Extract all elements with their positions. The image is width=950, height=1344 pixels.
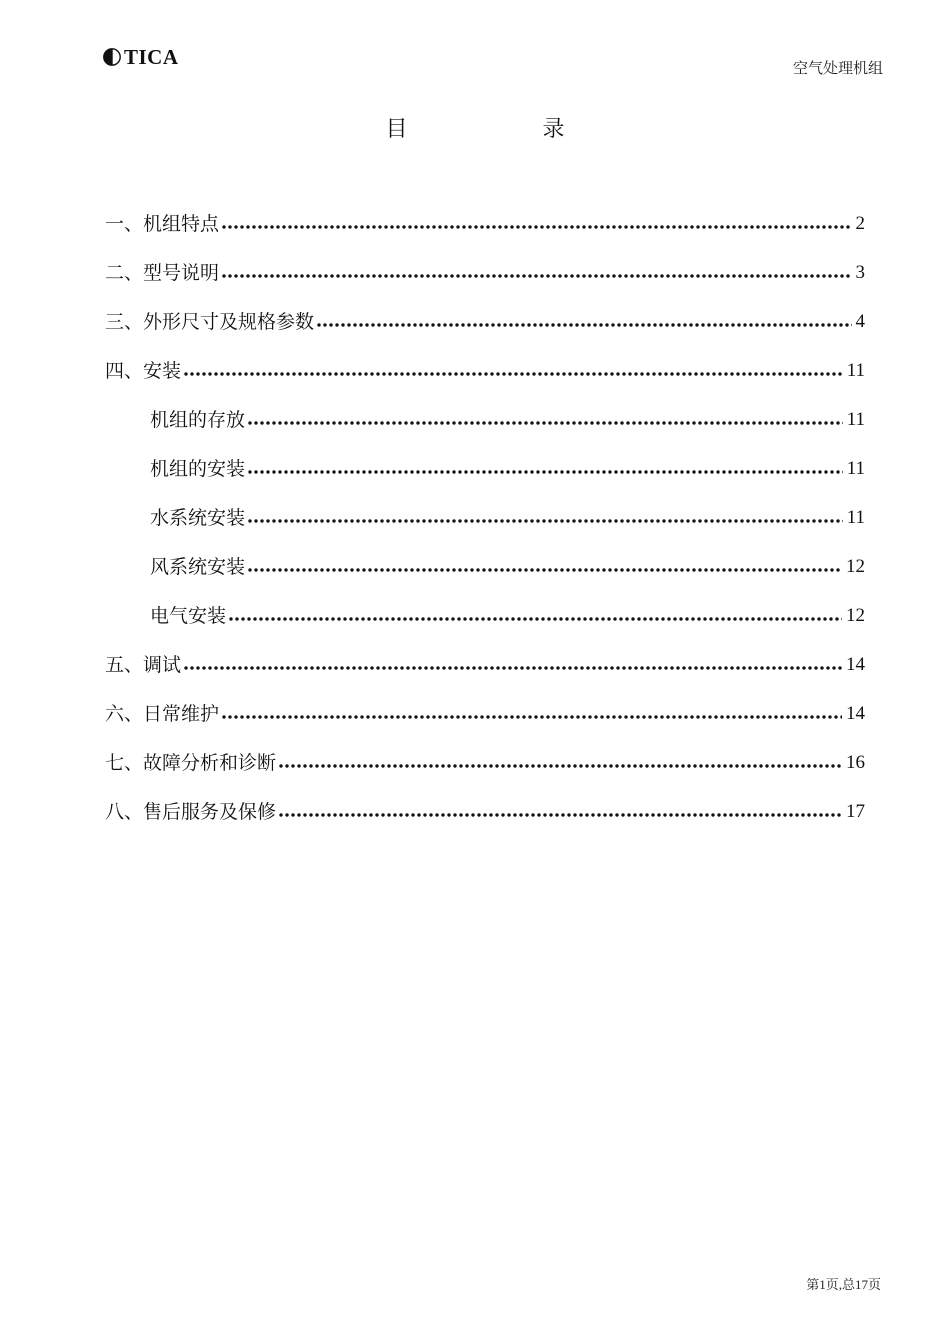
page-footer: 第1页,总17页 <box>806 1277 881 1292</box>
toc-heading <box>0 112 950 143</box>
toc-entry-page: 12 <box>846 556 865 577</box>
toc-entry-page: 14 <box>846 654 865 675</box>
logo-text: TICA <box>124 45 179 69</box>
dot-leader <box>221 225 851 229</box>
toc-entry-label: 机组的安装 <box>150 458 246 480</box>
toc-entry-label: 四、安装 <box>105 360 182 382</box>
toc-entry-label: 水系统安装 <box>150 507 246 529</box>
toc-entry-label: 三、外形尺寸及规格参数 <box>105 311 315 333</box>
document-title: 空气处理机组 <box>792 59 883 77</box>
dot-leader <box>278 813 842 817</box>
toc-entry-page: 14 <box>846 703 865 724</box>
dot-leader <box>247 470 843 474</box>
toc-entry-troubleshooting[interactable] <box>105 727 865 776</box>
toc-entry-label: 一、机组特点 <box>105 213 220 235</box>
toc-entry-page: 11 <box>846 360 865 381</box>
toc-list <box>105 188 865 825</box>
toc-entry-commissioning[interactable] <box>105 629 865 678</box>
toc-entry-page: 3 <box>855 262 865 283</box>
toc-entry-page: 12 <box>846 605 865 626</box>
tica-logo <box>103 46 179 68</box>
toc-entry-storage[interactable] <box>105 384 865 433</box>
dot-leader <box>247 568 842 572</box>
toc-entry-model[interactable] <box>105 237 865 286</box>
dot-leader <box>221 274 851 278</box>
toc-entry-label: 六、日常维护 <box>105 703 220 725</box>
toc-entry-page: 2 <box>855 213 865 234</box>
tica-logo-icon <box>103 48 121 66</box>
toc-entry-label: 二、型号说明 <box>105 262 220 284</box>
toc-entry-unit-installation[interactable] <box>105 433 865 482</box>
toc-entry-air-system[interactable] <box>105 531 865 580</box>
dot-leader <box>183 372 843 376</box>
toc-entry-installation[interactable] <box>105 335 865 384</box>
toc-entry-page: 16 <box>846 752 865 773</box>
toc-entry-label: 八、售后服务及保修 <box>105 801 277 823</box>
toc-entry-label: 七、故障分析和诊断 <box>105 752 277 774</box>
dot-leader <box>316 323 851 327</box>
toc-entry-features[interactable] <box>105 188 865 237</box>
toc-entry-label: 五、调试 <box>105 654 182 676</box>
toc-entry-electrical[interactable] <box>105 580 865 629</box>
toc-entry-maintenance[interactable] <box>105 678 865 727</box>
dot-leader <box>247 421 843 425</box>
toc-entry-page: 4 <box>855 311 865 332</box>
dot-leader <box>247 519 843 523</box>
toc-entry-page: 11 <box>846 507 865 528</box>
toc-heading-right: 录 <box>542 117 565 142</box>
toc-entry-label: 风系统安装 <box>150 556 246 578</box>
dot-leader <box>221 715 842 719</box>
toc-entry-label: 电气安装 <box>150 605 227 627</box>
toc-heading-left: 目 <box>385 117 408 142</box>
toc-entry-water-system[interactable] <box>105 482 865 531</box>
toc-entry-dimensions[interactable] <box>105 286 865 335</box>
toc-entry-page: 17 <box>846 801 865 822</box>
dot-leader <box>278 764 842 768</box>
toc-entry-service[interactable] <box>105 776 865 825</box>
dot-leader <box>228 617 842 621</box>
dot-leader <box>183 666 842 670</box>
toc-entry-page: 11 <box>846 458 865 479</box>
toc-entry-label: 机组的存放 <box>150 409 246 431</box>
toc-entry-page: 11 <box>846 409 865 430</box>
